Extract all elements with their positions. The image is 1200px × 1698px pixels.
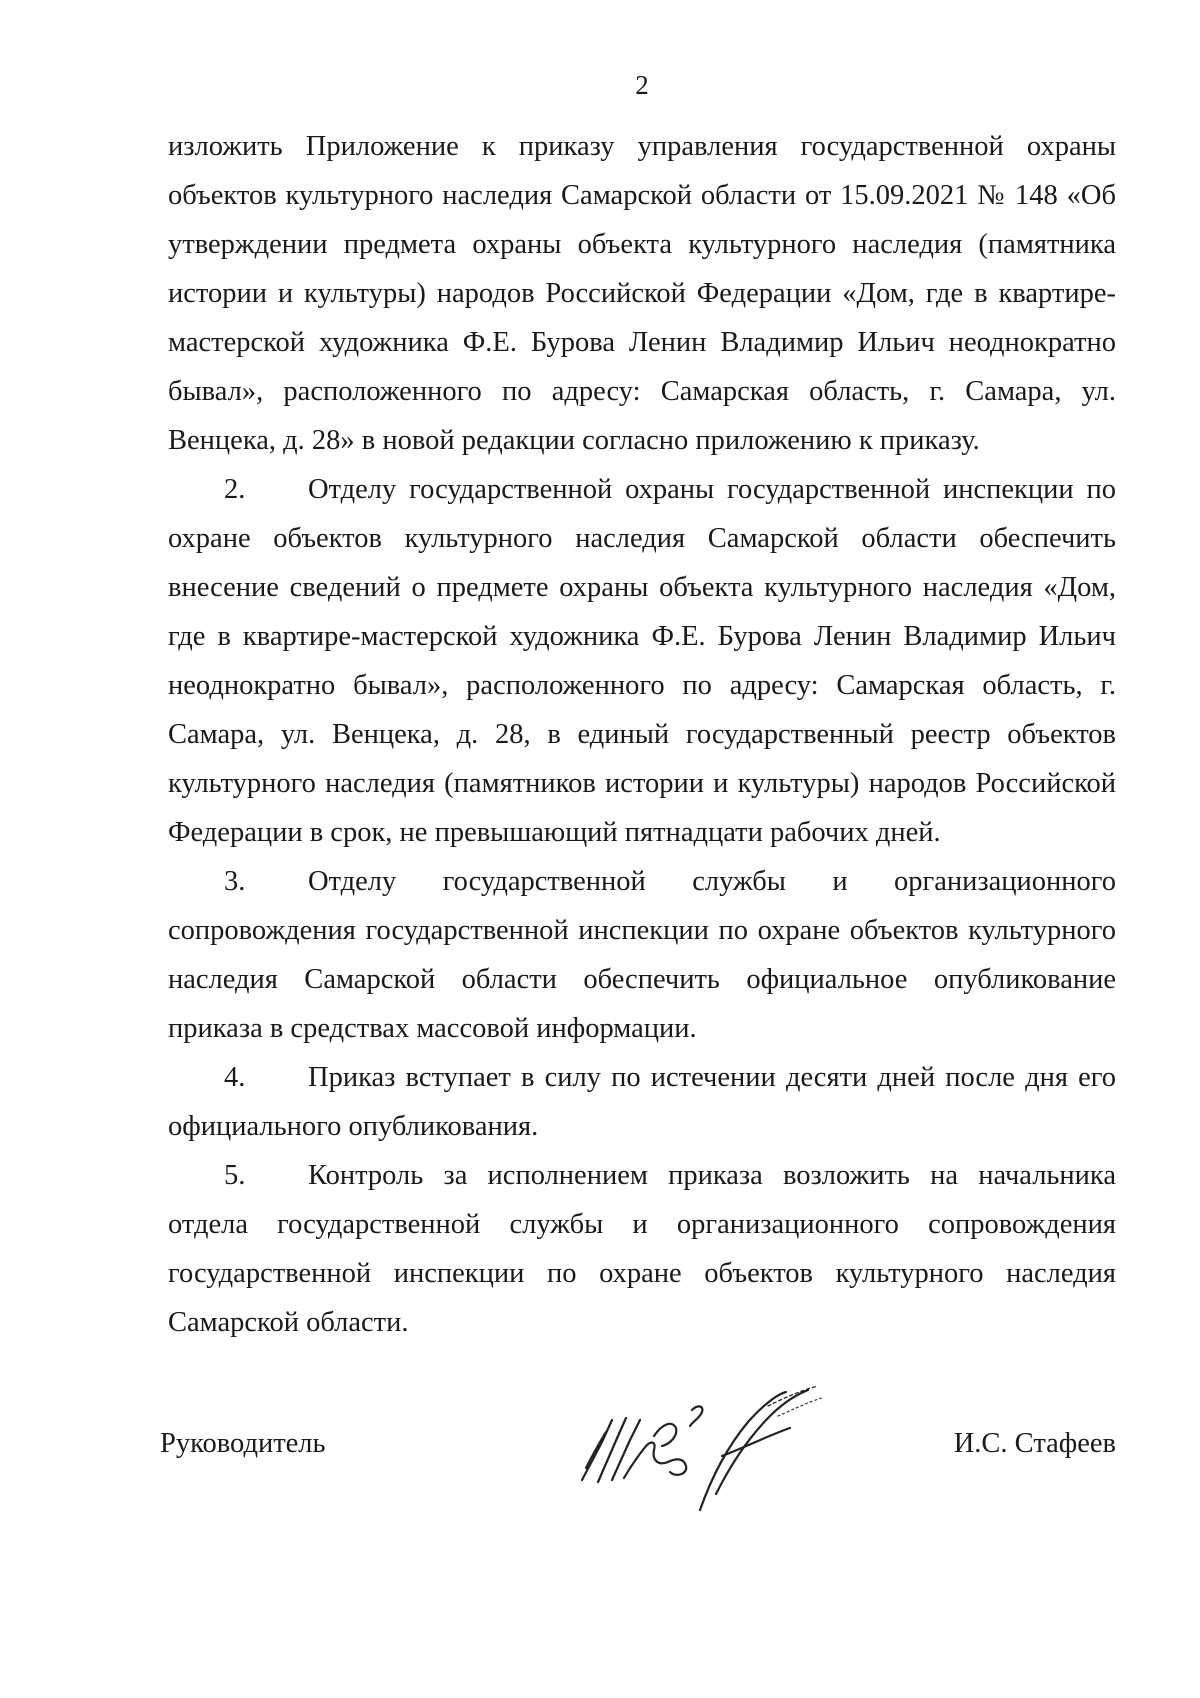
signatory-name: И.С. Стафеев xyxy=(953,1428,1116,1459)
paragraph-item-2 xyxy=(168,465,1116,857)
signatory-title: Руководитель xyxy=(160,1428,326,1459)
handwritten-signature xyxy=(572,1376,832,1546)
document-body xyxy=(168,122,1116,1347)
paragraph-item-4 xyxy=(168,1053,1116,1151)
paragraph-number: 5. xyxy=(224,1160,246,1191)
paragraph-item-3 xyxy=(168,857,1116,1053)
paragraph-text: Приказ вступает в силу по истечении десяти дней после дня его официального опубликования. xyxy=(168,1062,1116,1142)
paragraph-continuation xyxy=(168,122,1116,465)
paragraph-text: изложить Приложение к приказу управления государственной охраны объектов культурного наследия Самарской области от 15.09.2021 № 148 «Об утверждении предмета охраны объекта культурного наследия (памятника истории и культуры) народов Российской Федерации «Дом, где в квартире-мастерской художника Ф.Е. Бурова Ленин Владимир Ильич неоднократно бывал», расположенного по адресу: Самарская область, г. Самара, ул. Венцека, д. 28» в новой редакции согласно приложению к приказу. xyxy=(168,131,1116,456)
paragraph-item-5 xyxy=(168,1151,1116,1347)
paragraph-number: 3. xyxy=(224,866,246,897)
signature-block xyxy=(160,1410,1120,1560)
page-number: 2 xyxy=(635,70,649,100)
paragraph-number: 4. xyxy=(224,1062,246,1093)
paragraph-number: 2. xyxy=(224,474,246,505)
paragraph-text: Отделу государственной службы и организационного сопровождения государственной инспекции по охране объектов культурного наследия Самарской области обеспечить официальное опубликование приказа в средствах массовой информации. xyxy=(168,866,1116,1044)
paragraph-text: Отделу государственной охраны государственной инспекции по охране объектов культурного наследия Самарской области обеспечить внесение сведений о предмете охраны объекта культурного наследия «Дом, где в квартире-мастерской художника Ф.Е. Бурова Ленин Владимир Ильич неоднократно бывал», расположенного по адресу: Самарская область, г. Самара, ул. Венцека, д. 28, в единый государственный реестр объектов культурного наследия (памятников истории и культуры) народов Российской Федерации в срок, не превышающий пятнадцати рабочих дней. xyxy=(168,474,1116,848)
paragraph-text: Контроль за исполнением приказа возложить на начальника отдела государственной службы и организационного сопровождения государственной инспекции по охране объектов культурного наследия Самарской области. xyxy=(168,1160,1116,1338)
